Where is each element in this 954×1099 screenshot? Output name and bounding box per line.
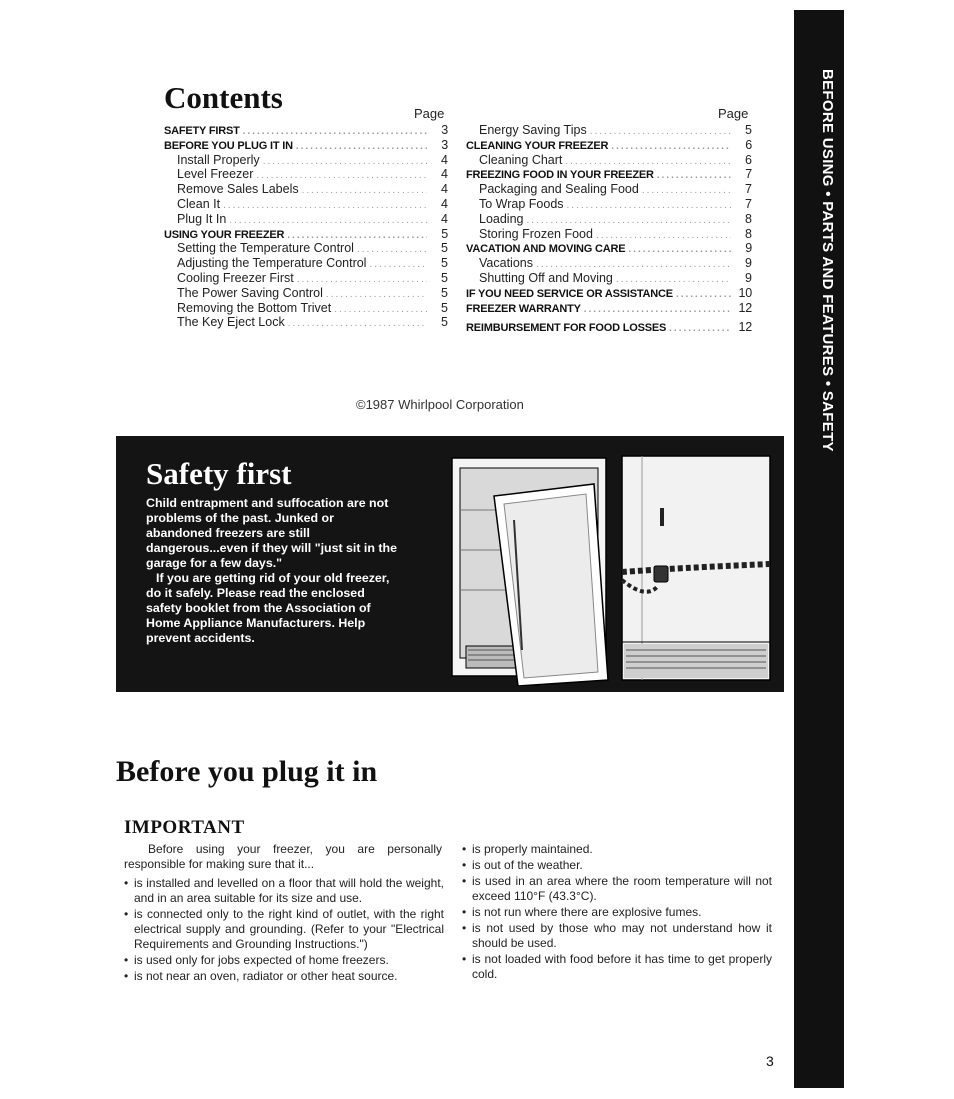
toc-entry [466, 153, 752, 168]
toc-entry-label: Storing Frozen Food [479, 226, 593, 241]
toc-entry-page: 5 [441, 300, 448, 315]
toc-entry-page: 7 [745, 196, 752, 211]
toc-entry-label: Setting the Temperature Control [177, 241, 354, 256]
toc-leader-dots [657, 169, 731, 184]
toc-entry-page: 3 [441, 123, 448, 137]
toc-entry-page: 6 [745, 152, 752, 167]
toc-entry-label: Vacations [479, 256, 533, 271]
toc-entry-page: 8 [745, 226, 752, 241]
toc-entry-label: Energy Saving Tips [479, 123, 587, 137]
toc-entry [466, 182, 752, 197]
toc-entry-page: 5 [441, 315, 448, 330]
toc-entry-label: Clean It [177, 196, 221, 211]
bullet-item: • is used in an area where the room temperature will not exceed 110°F (43.3°C). [462, 874, 772, 904]
important-heading: IMPORTANT [124, 817, 245, 838]
toc-entry-label: Adjusting the Temperature Control [177, 256, 367, 271]
toc-entry [164, 153, 448, 168]
bullet-item: • is used only for jobs expected of home freezers. [124, 953, 444, 968]
toc-leader-dots [334, 303, 427, 318]
toc-entry-page: 8 [745, 211, 752, 226]
toc-leader-dots [669, 322, 731, 337]
toc-leader-dots [326, 288, 427, 303]
page-column-header: Page [414, 106, 445, 121]
toc-leader-dots [628, 243, 731, 258]
toc-leader-dots [596, 229, 731, 244]
toc-leader-dots [567, 199, 731, 214]
toc-entry-page: 9 [745, 270, 752, 285]
toc-entry-page: 5 [441, 241, 448, 256]
toc-entry-label: Cleaning Chart [479, 152, 563, 167]
toc-entry [466, 256, 752, 271]
contents-title: Contents [164, 80, 283, 115]
page-column-header: Page [718, 106, 749, 121]
toc-entry-label: Shutting Off and Moving [479, 270, 613, 285]
toc-entry [164, 167, 448, 182]
toc-leader-dots [302, 184, 427, 199]
side-tab [794, 10, 844, 1088]
toc-leader-dots [229, 214, 427, 229]
toc-entry-label: USING YOUR FREEZER [164, 228, 285, 241]
toc-entry-label: The Key Eject Lock [177, 315, 285, 330]
toc-leader-dots [676, 288, 731, 303]
toc-entry-page: 5 [441, 226, 448, 241]
toc-leader-dots [288, 317, 427, 332]
toc-entry-label: Install Properly [177, 152, 260, 167]
toc-entry [466, 138, 752, 153]
toc-entry-page: 10 [738, 285, 752, 300]
toc-entry-page: 6 [745, 137, 752, 152]
toc-entry-label: The Power Saving Control [177, 285, 323, 300]
toc-entry [466, 241, 752, 256]
toc-leader-dots [263, 155, 427, 170]
toc-entry [466, 271, 752, 286]
before-you-plug-it-in-title: Before you plug it in [116, 755, 378, 788]
toc-leader-dots [223, 199, 427, 214]
bullet-item: • is properly maintained. [462, 842, 772, 857]
bullet-item: • is installed and levelled on a floor that will hold the weight, and in an area suitable for its size and use. [124, 876, 444, 906]
toc-leader-dots [611, 140, 731, 155]
plug-in-bullets-right [462, 842, 772, 983]
toc-entry-label: Removing the Bottom Trivet [177, 300, 332, 315]
safety-first-banner [116, 436, 784, 692]
toc-entry-label: CLEANING YOUR FREEZER [466, 139, 609, 152]
bullet-item: • is connected only to the right kind of outlet, with the right electrical supply and grounding. (Refer to your "Electrical Requirements and Grounding Instructions.") [124, 907, 444, 952]
toc-entry-page: 5 [745, 123, 752, 137]
toc-leader-dots [565, 155, 731, 170]
toc-entry [466, 212, 752, 227]
bullet-item: • is not near an oven, radiator or other heat source. [124, 969, 444, 984]
toc-entry-label: Packaging and Sealing Food [479, 182, 639, 197]
toc-entry [466, 167, 752, 182]
toc-entry-page: 12 [738, 300, 752, 315]
toc-entry [466, 301, 752, 316]
toc-entry-label: To Wrap Foods [479, 196, 564, 211]
toc-entry [466, 197, 752, 212]
toc-entry-page: 12 [738, 320, 752, 335]
bullet-item: • is out of the weather. [462, 858, 772, 873]
toc-entry-page: 5 [441, 270, 448, 285]
toc-entry-page: 5 [441, 285, 448, 300]
safety-paragraph-1: Child entrapment and suffocation are not problems of the past. Junked or abandoned freezers are still dangerous...even if they will "just sit in the garage for a few days." [146, 496, 397, 570]
toc-entry [164, 123, 448, 138]
toc-entry-page: 4 [441, 182, 448, 197]
toc-leader-dots [296, 140, 427, 155]
toc-entry-page: 5 [441, 256, 448, 271]
toc-entry-label: Cooling Freezer First [177, 270, 294, 285]
toc-entry [164, 182, 448, 197]
toc-entry-page: 7 [745, 182, 752, 197]
safety-paragraph-2: If you are getting rid of your old freezer, do it safely. Please read the enclosed safety booklet from the Association of Home Appliance Manufacturers. Help prevent accidents. [146, 571, 390, 645]
toc-entry-label: SAFETY FIRST [164, 125, 240, 137]
toc-entry [466, 286, 752, 301]
toc-entry-page: 4 [441, 211, 448, 226]
toc-entry [466, 123, 752, 138]
toc-entry-label: REIMBURSEMENT FOR FOOD LOSSES [466, 322, 667, 335]
toc-entry-label: Plug It In [177, 211, 227, 226]
toc-entry [164, 301, 448, 316]
toc-right-column [466, 123, 752, 335]
toc-entry [164, 286, 448, 301]
toc-entry-page: 4 [441, 152, 448, 167]
toc-entry [164, 256, 448, 271]
toc-entry-label: Loading [479, 211, 524, 226]
toc-entry-page: 9 [745, 256, 752, 271]
toc-entry [164, 212, 448, 227]
toc-leader-dots [590, 125, 731, 140]
toc-leader-dots [616, 273, 731, 288]
plug-in-bullets-left [124, 876, 444, 985]
safety-title: Safety first [146, 456, 292, 491]
toc-entry-label: BEFORE YOU PLUG IT IN [164, 139, 293, 152]
toc-entry-label: Level Freezer [177, 167, 254, 182]
toc-entry-label: VACATION AND MOVING CARE [466, 243, 626, 256]
copyright-notice: ©1987 Whirlpool Corporation [356, 397, 524, 412]
toc-leader-dots [642, 184, 731, 199]
toc-entry [164, 315, 448, 330]
toc-entry [164, 227, 448, 242]
toc-leader-dots [243, 125, 427, 140]
toc-entry [164, 197, 448, 212]
toc-leader-dots [584, 303, 731, 318]
toc-left-column [164, 123, 448, 330]
bullet-item: • is not used by those who may not understand how it should be used. [462, 921, 772, 951]
toc-entry-page: 4 [441, 196, 448, 211]
toc-leader-dots [369, 258, 427, 273]
toc-entry-label: FREEZER WARRANTY [466, 302, 581, 315]
toc-entry [466, 320, 752, 335]
toc-entry [164, 241, 448, 256]
page-number: 3 [766, 1053, 774, 1069]
plug-in-intro: Before using your freezer, you are personally responsible for making sure that it... [124, 842, 442, 871]
toc-entry [466, 227, 752, 242]
safety-text [146, 496, 402, 646]
toc-entry-page: 4 [441, 167, 448, 182]
freezer-illustration [446, 450, 776, 686]
toc-leader-dots [357, 243, 427, 258]
toc-entry [164, 138, 448, 153]
toc-entry-page: 9 [745, 241, 752, 256]
toc-entry-label: IF YOU NEED SERVICE OR ASSISTANCE [466, 287, 673, 300]
toc-entry-label: Remove Sales Labels [177, 182, 299, 197]
side-tab-text: BEFORE USING • PARTS AND FEATURES • SAFETY [819, 68, 836, 452]
bullet-item: • is not run where there are explosive fumes. [462, 905, 772, 920]
toc-entry-page: 3 [441, 137, 448, 152]
bullet-item: • is not loaded with food before it has time to get properly cold. [462, 952, 772, 982]
toc-entry-page: 7 [745, 167, 752, 182]
toc-entry-label: FREEZING FOOD IN YOUR FREEZER [466, 169, 654, 182]
toc-entry [164, 271, 448, 286]
